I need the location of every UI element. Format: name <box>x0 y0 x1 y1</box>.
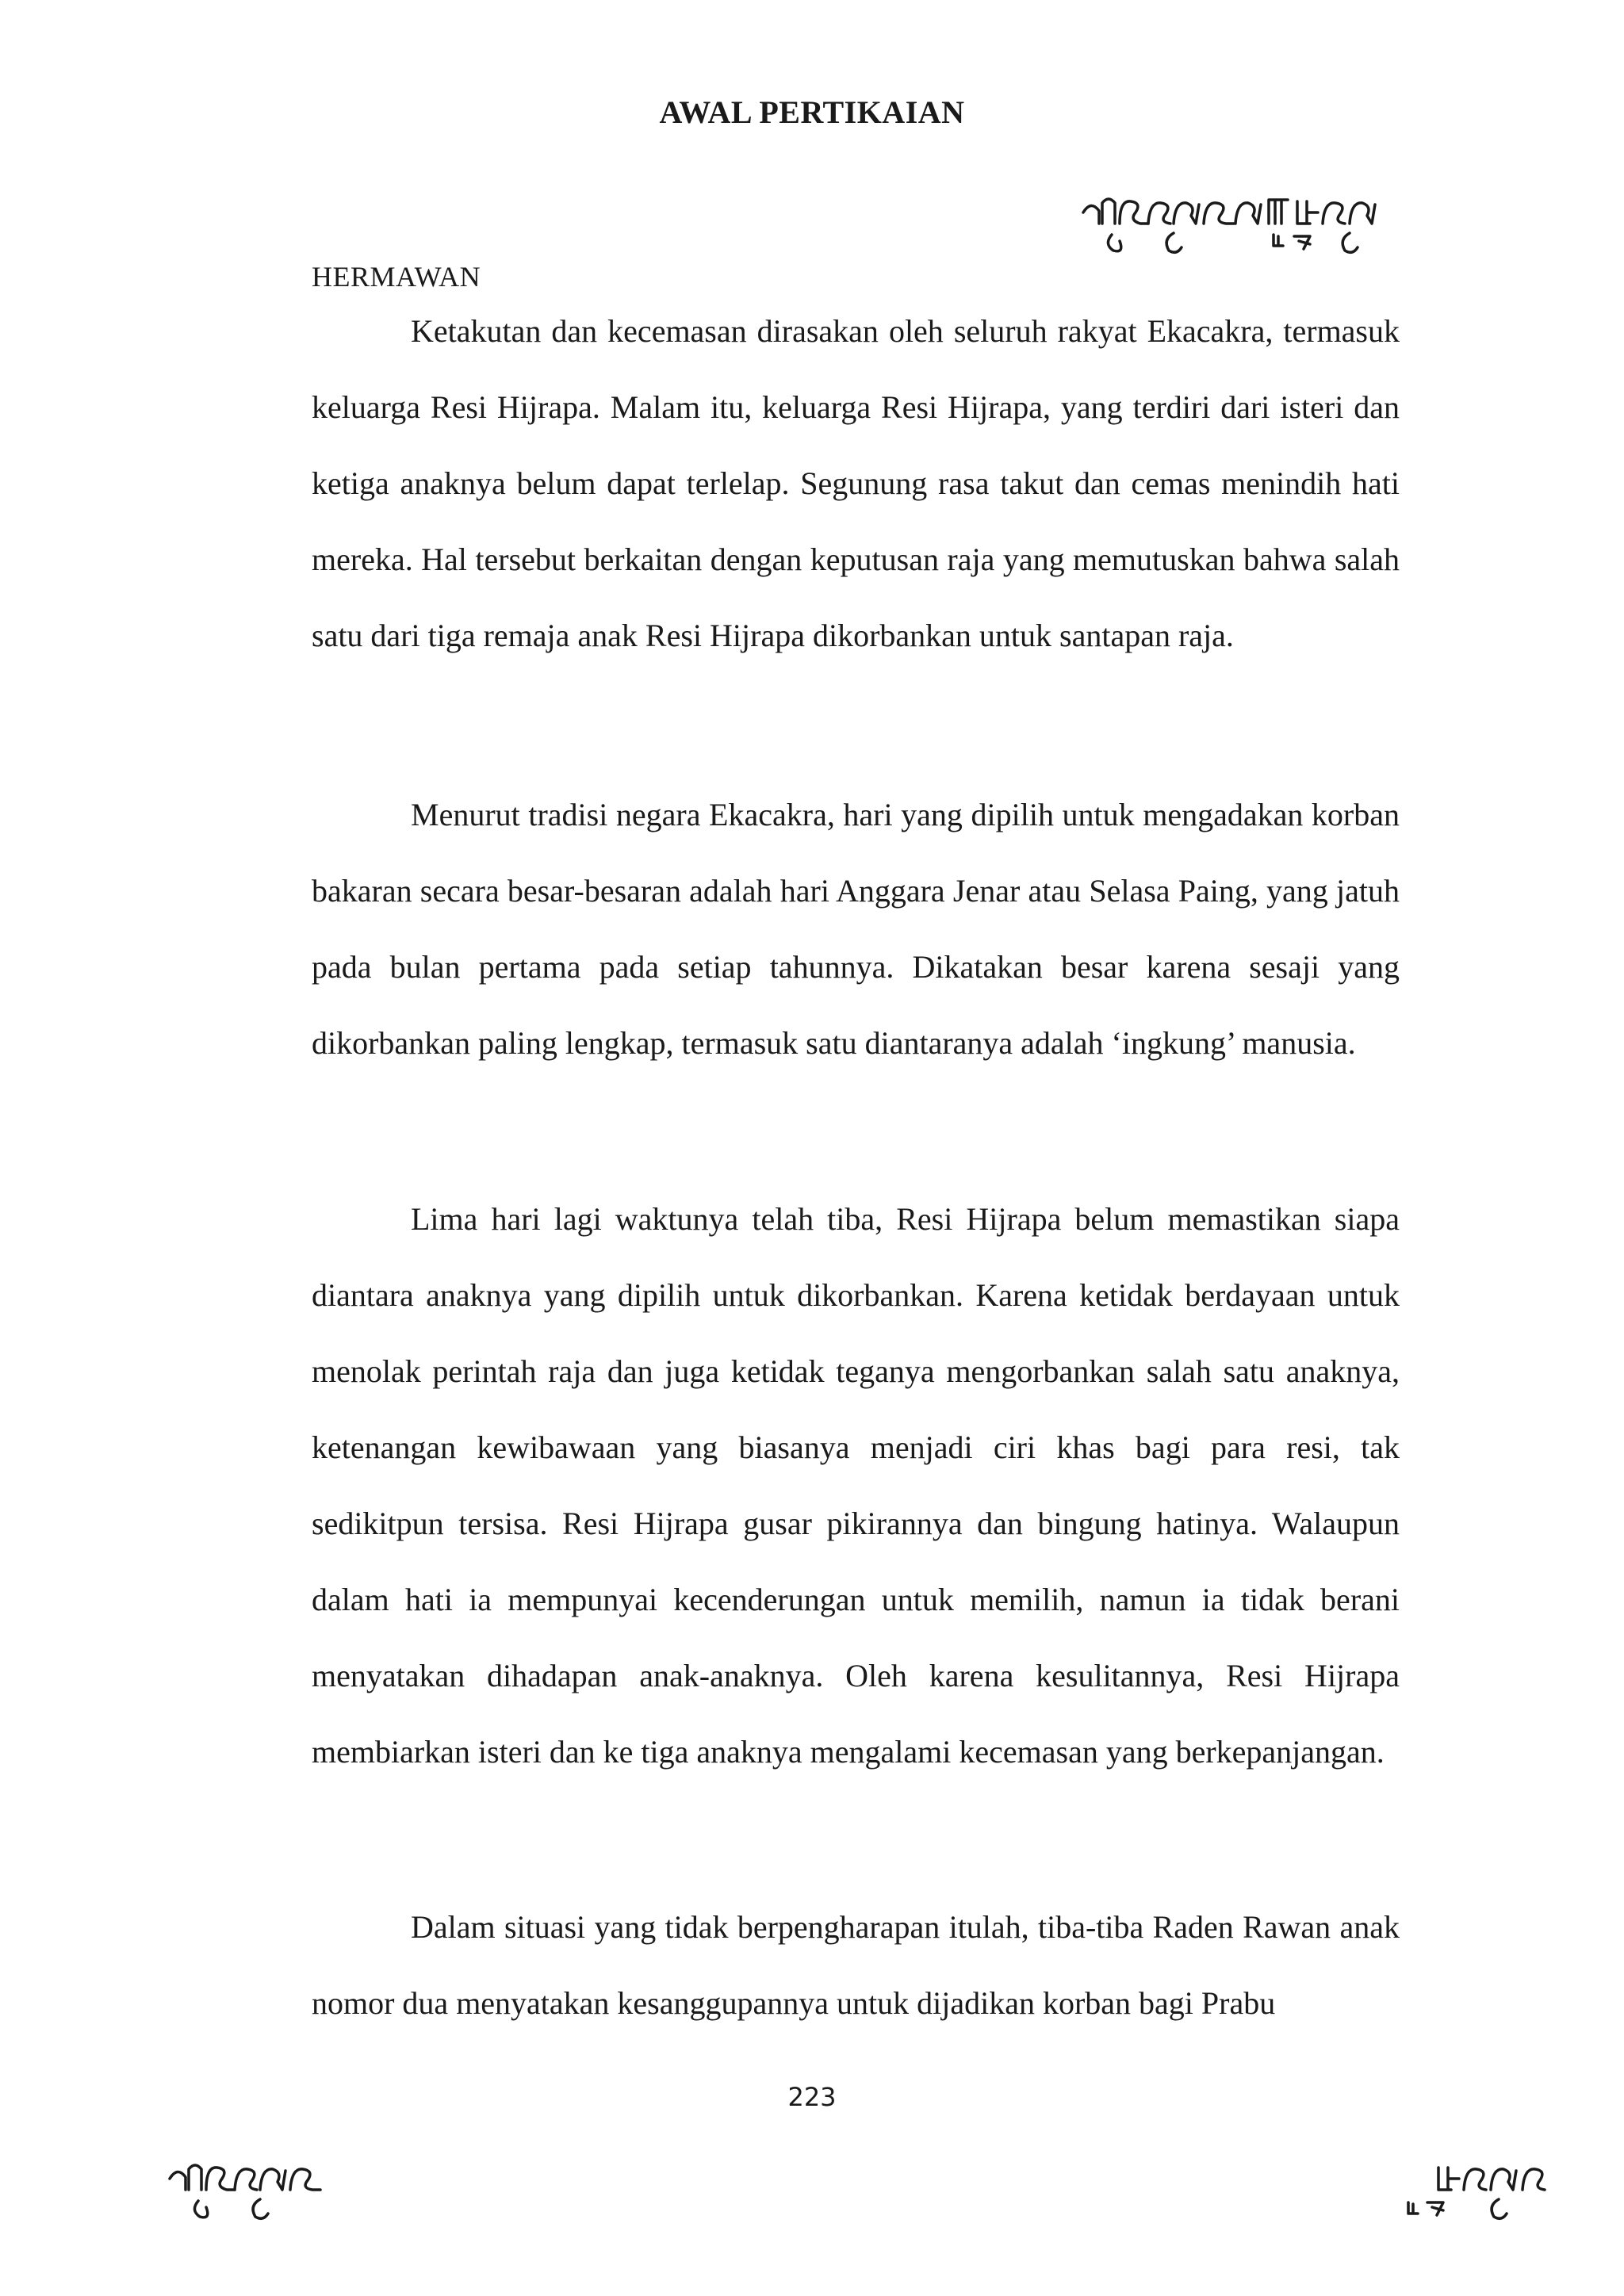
page-number: 223 <box>787 2082 837 2112</box>
javanese-script-footer-right-icon <box>1404 2155 1562 2234</box>
javanese-script-header-icon <box>1080 189 1405 268</box>
page-title: AWAL PERTIKAIAN <box>659 94 965 130</box>
paragraph-2: Menurut tradisi negara Ekacakra, hari yang dipilih untuk mengadakan korban bakaran secara besar-besaran adalah hari Anggara Jenar atau Selasa Paing, yang jatuh pada bulan pertama pada setiap tahunnya. Dikatakan besar karena sesaji yang dikorbankan paling lengkap, termasuk satu diantaranya adalah ‘ingkung’ manusia. <box>312 797 1400 1061</box>
paragraph-3: Lima hari lagi waktunya telah tiba, Resi Hijrapa belum memastikan siapa diantara anaknya yang dipilih untuk dikorbankan. Karena ketidak berdayaan untuk menolak perintah raja dan juga ketidak teganya mengorbankan salah satu anaknya, ketenangan kewibawaan yang biasanya menjadi ciri khas bagi para resi, tak sedikitpun tersisa. Resi Hijrapa gusar pikirannya dan bingung hatinya. Walaupun dalam hati ia mempunyai kecenderungan untuk memilih, namun ia tidak berani menyatakan dihadapan anak-anaknya. Oleh karena kesulitannya, Resi Hijrapa membiarkan isteri dan ke tiga anaknya mengalami kecemasan yang berkepanjangan. <box>312 1201 1400 1770</box>
paragraph-4: Dalam situasi yang tidak berpengharapan itulah, tiba-tiba Raden Rawan anak nomor dua menyatakan kesanggupannya untuk dijadikan korban bagi Prabu <box>312 1909 1400 2021</box>
javanese-script-footer-left-icon <box>167 2155 333 2234</box>
paragraph-1: Ketakutan dan kecemasan dirasakan oleh seluruh rakyat Ekacakra, termasuk keluarga Resi Hijrapa. Malam itu, keluarga Resi Hijrapa, yang terdiri dari isteri dan ketiga anaknya belum dapat terlelap. Segunung rasa takut dan cemas menindih hati mereka. Hal tersebut berkaitan dengan keputusan raja yang memutuskan bahwa salah satu dari tiga remaja anak Resi Hijrapa dikorbankan untuk santapan raja. <box>312 313 1400 653</box>
author-name: HERMAWAN <box>312 261 481 293</box>
